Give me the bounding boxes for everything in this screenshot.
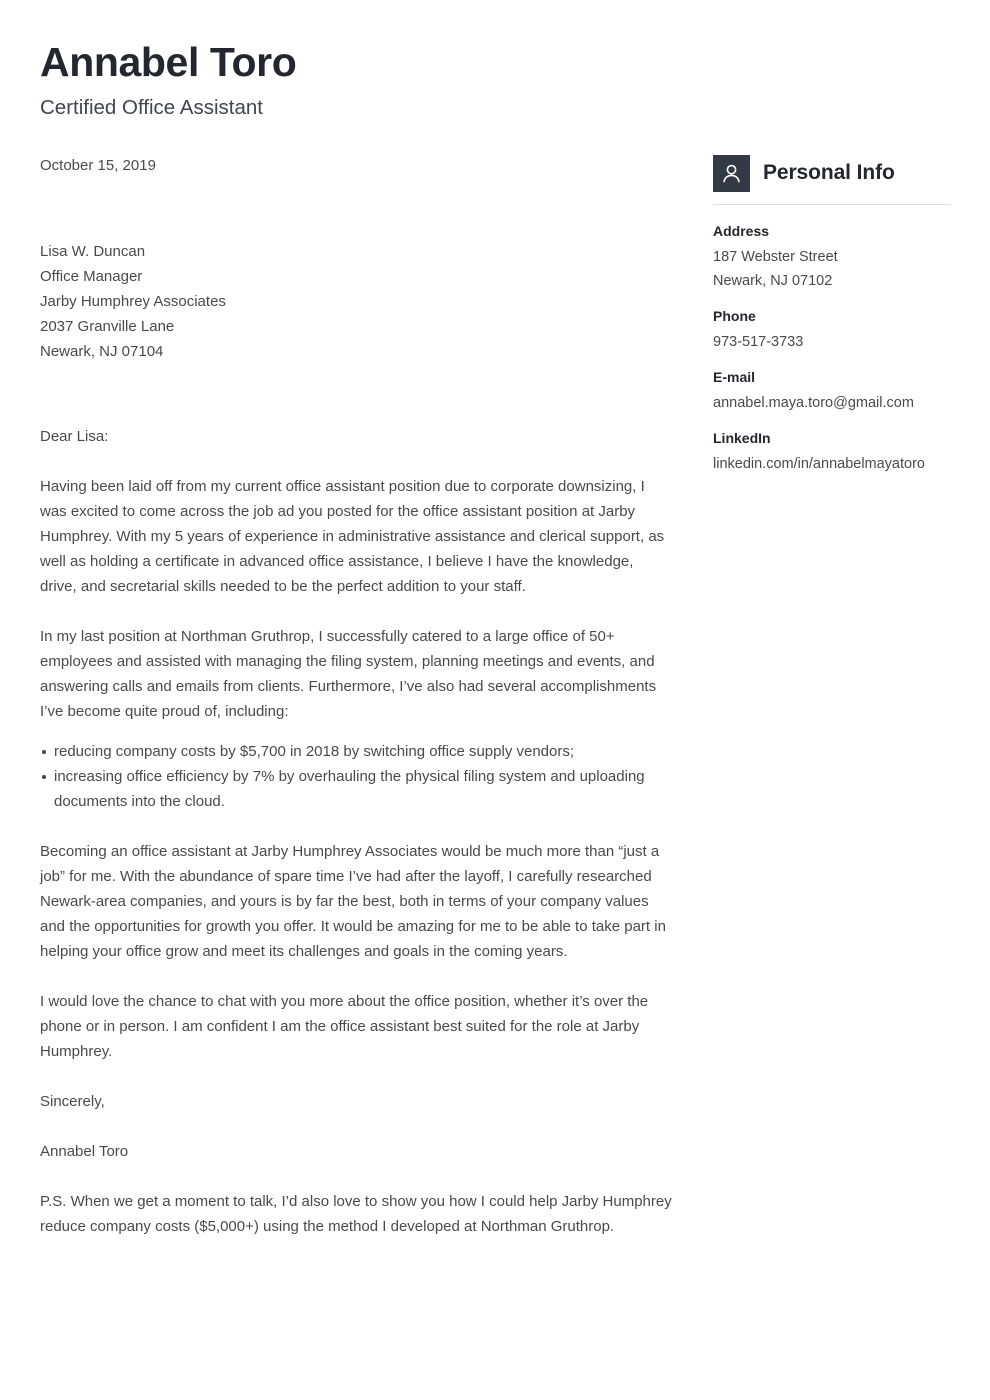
personal-info-header: [713, 155, 951, 192]
phone-label: Phone: [713, 307, 756, 324]
section-divider: [713, 204, 951, 205]
letter-date: October 15, 2019: [40, 156, 156, 174]
address-label: Address: [713, 222, 770, 239]
person-icon: [713, 155, 750, 192]
letter-paragraph-1: Having been laid off from my current office assistant position due to corporate downsizing, I was excited to come across the job ad you posted for the office assistant position at Jarby Humphrey. With my 5 years of experience in administrative assistance and clerical support, as well as holding a certificate in advanced office assistance, I believe I have the knowledge, drive, and secretarial skills needed to be the perfect addition to your staff.: [40, 478, 665, 595]
recipient-name: Lisa W. Duncan: [40, 243, 146, 260]
sidebar-entry-address: [713, 221, 951, 293]
accomplishments-list: [40, 739, 672, 814]
phone-value[interactable]: 973-517-3733: [713, 333, 804, 350]
email-value[interactable]: annabel.maya.toro@gmail.com: [713, 394, 914, 411]
letter-header: [40, 40, 950, 121]
sidebar-entry-linkedin: [713, 428, 951, 476]
recipient-city-state-zip: Newark, NJ 07104: [40, 343, 164, 360]
applicant-job-title: Certified Office Assistant: [40, 95, 263, 119]
letter-paragraph-2: In my last position at Northman Gruthrop, I successfully catered to a large office of 50+ employees and assisted with managing the filing system, planning meetings and events, and answering calls and emails from clients. Furthermore, I’ve also had several accomplishments I’ve become quite proud of, including:: [40, 628, 657, 720]
letter-body-column: [40, 155, 672, 1255]
applicant-name: Annabel Toro: [40, 39, 297, 85]
address-city-state-zip: Newark, NJ 07102: [713, 272, 833, 289]
linkedin-label: LinkedIn: [713, 429, 771, 446]
personal-info-sidebar: [672, 155, 951, 476]
recipient-company: Jarby Humphrey Associates: [40, 293, 226, 310]
recipient-title: Office Manager: [40, 268, 143, 285]
letter-postscript: P.S. When we get a moment to talk, I’d also love to show you how I could help Jarby Humphrey reduce company costs ($5,000+) using the method I developed at Northman Gruthrop.: [40, 1193, 672, 1235]
sidebar-entry-phone: [713, 306, 951, 354]
list-item: reducing company costs by $5,700 in 2018 by switching office supply vendors;: [40, 739, 672, 764]
sidebar-entry-email: [713, 367, 951, 415]
letter-paragraph-4: I would love the chance to chat with you more about the office position, whether it’s over the phone or in person. I am confident I am the office assistant best suited for the role at Jarby Humphrey.: [40, 993, 649, 1060]
content-columns: [40, 155, 950, 1255]
linkedin-value[interactable]: linkedin.com/in/annabelmayatoro: [713, 455, 925, 472]
email-label: E-mail: [713, 368, 756, 385]
personal-info-title: Personal Info: [763, 161, 895, 185]
letter-signature-name: Annabel Toro: [40, 1143, 129, 1160]
address-street: 187 Webster Street: [713, 248, 838, 265]
letter-greeting: Dear Lisa:: [40, 428, 109, 445]
recipient-street: 2037 Granville Lane: [40, 318, 175, 335]
list-item: increasing office efficiency by 7% by overhauling the physical filing system and uploading documents into the cloud.: [40, 764, 672, 814]
letter-paragraph-3: Becoming an office assistant at Jarby Humphrey Associates would be much more than “just a job” for me. With the abundance of spare time I’ve had after the layoff, I carefully researched Newark-area companies, and yours is by far the best, both in terms of your company values and the opportunities for growth you offer. It would be amazing for me to be able to take part in helping your office grow and meet its challenges and goals in the coming years.: [40, 843, 666, 960]
letter-sign-off: Sincerely,: [40, 1093, 105, 1110]
recipient-address-block: [40, 239, 672, 364]
